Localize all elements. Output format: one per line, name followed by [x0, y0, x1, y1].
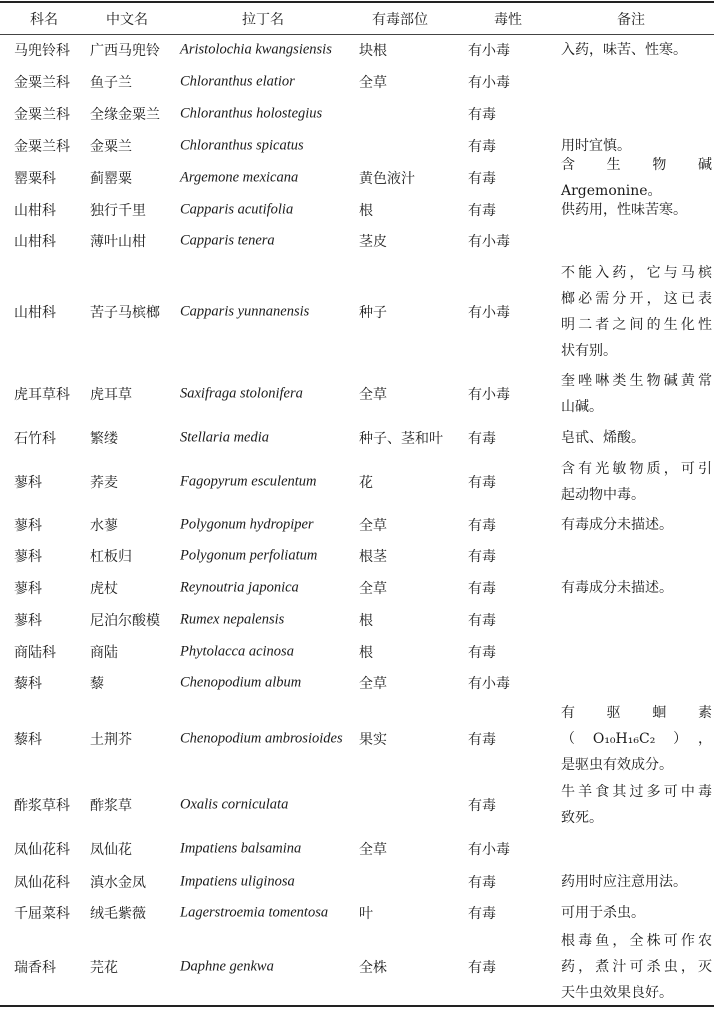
- chinese-name-cell: 滇水金凤: [90, 875, 146, 891]
- latin-name-cell: Chloranthus holostegius: [180, 105, 323, 122]
- table-row: [0, 928, 718, 1006]
- notes-line: 药用时应注意用法。: [561, 874, 687, 890]
- table-row: [0, 257, 718, 367]
- header-family: 科名: [30, 11, 58, 28]
- latin-name-cell: Lagerstroemia tomentosa: [180, 904, 329, 920]
- header-toxic-part: 有毒部位: [372, 11, 428, 28]
- notes-line: 状有别。: [561, 343, 617, 359]
- notes-line: 榔必需分开，这已表: [561, 291, 712, 307]
- header-toxicity: 毒性: [494, 11, 522, 28]
- notes-cell: [561, 260, 712, 364]
- family-cell: 瑞香科: [14, 960, 56, 976]
- notes-line: 致死。: [561, 810, 603, 826]
- notes-line: 含有光敏物质，可引: [561, 461, 712, 477]
- family-cell: 山柑科: [14, 305, 56, 321]
- latin-name-cell: Daphne genkwa: [180, 958, 274, 975]
- notes-line: 药，煮汁可杀虫，灭: [561, 959, 712, 975]
- family-cell: 千屈菜科: [14, 905, 70, 922]
- notes-cell: [561, 512, 712, 538]
- family-cell: 蓼科: [14, 517, 42, 534]
- toxicity-cell: 有小毒: [468, 305, 510, 321]
- notes-line: 奎唑啉类生物碱黄常: [561, 373, 712, 389]
- family-cell: 马兜铃科: [14, 43, 70, 59]
- family-cell: 凤仙花科: [14, 875, 70, 891]
- notes-cell: [561, 869, 712, 895]
- table-row: [0, 572, 718, 604]
- notes-line: 可用于杀虫。: [561, 904, 645, 921]
- toxic-part-cell: 果实: [359, 732, 387, 748]
- chinese-name-cell: 薄叶山柑: [90, 234, 146, 250]
- chinese-name-cell: 绒毛紫薇: [90, 905, 146, 922]
- toxic-part-cell: 种子: [359, 305, 387, 321]
- latin-name-cell: Polygonum perfoliatum: [180, 547, 318, 564]
- toxic-part-cell: 根茎: [359, 549, 387, 565]
- toxicity-cell: 有小毒: [468, 75, 510, 91]
- chinese-name-cell: 商陆: [90, 644, 118, 661]
- toxicity-cell: 有毒: [468, 431, 496, 447]
- toxicity-cell: 有小毒: [468, 387, 510, 403]
- notes-cell: [561, 700, 712, 778]
- notes-line: 牛羊食其过多可中毒: [561, 784, 712, 800]
- latin-name-cell: Argemone mexicana: [180, 169, 299, 186]
- toxic-part-cell: 花: [359, 475, 373, 491]
- toxicity-cell: 有毒: [468, 905, 496, 922]
- table-row: [0, 509, 718, 540]
- chinese-name-cell: 水蓼: [90, 517, 118, 534]
- chinese-name-cell: 尼泊尔酸模: [90, 613, 160, 629]
- table-row: [0, 897, 718, 928]
- toxicity-cell: 有毒: [468, 517, 496, 534]
- notes-cell: [561, 368, 712, 420]
- toxic-part-cell: 块根: [359, 43, 387, 59]
- latin-name-cell: Chloranthus spicatus: [180, 137, 304, 154]
- toxic-part-cell: 种子、茎和叶: [359, 431, 443, 447]
- toxic-part-cell: 根: [359, 202, 373, 219]
- toxicity-cell: 有毒: [468, 139, 496, 155]
- family-cell: 藜科: [14, 676, 42, 692]
- latin-name-cell: Capparis yunnanensis: [180, 303, 310, 320]
- family-cell: 商陆科: [14, 644, 56, 661]
- chinese-name-cell: 繁缕: [90, 431, 118, 447]
- latin-name-cell: Impatiens balsamina: [180, 840, 302, 857]
- family-cell: 罂粟科: [14, 171, 56, 187]
- chinese-name-cell: 鱼子兰: [90, 75, 132, 91]
- notes-line: 起动物中毒。: [561, 487, 645, 503]
- table-row: [0, 225, 718, 257]
- latin-name-cell: Phytolacca acinosa: [180, 643, 294, 659]
- table-row: [0, 831, 718, 867]
- toxic-part-cell: 全株: [359, 960, 387, 976]
- table-row: [0, 421, 718, 455]
- latin-name-cell: Capparis acutifolia: [180, 201, 294, 217]
- family-cell: 金粟兰科: [14, 75, 70, 91]
- notes-line: 供药用，性味苦寒。: [561, 201, 687, 218]
- toxic-part-cell: 全草: [359, 387, 387, 403]
- table-row: [0, 194, 718, 225]
- latin-name-cell: Oxalis corniculata: [180, 796, 289, 813]
- chinese-name-cell: 独行千里: [90, 202, 146, 219]
- family-cell: 蓼科: [14, 581, 42, 597]
- table-row: [0, 98, 718, 130]
- notes-line: 根毒鱼，全株可作农: [561, 933, 712, 949]
- chinese-name-cell: 虎耳草: [90, 387, 132, 403]
- table-row: [0, 367, 718, 421]
- latin-name-cell: Aristolochia kwangsiensis: [180, 41, 332, 58]
- toxic-part-cell: 全草: [359, 75, 387, 91]
- toxicity-cell: 有毒: [468, 475, 496, 491]
- toxic-part-cell: 茎皮: [359, 234, 387, 250]
- table-row: [0, 157, 718, 199]
- table-row: [0, 604, 718, 636]
- toxicity-cell: 有小毒: [468, 842, 510, 858]
- family-cell: 金粟兰科: [14, 139, 70, 155]
- latin-name-cell: Capparis tenera: [180, 232, 275, 249]
- latin-name-cell: Fagopyrum esculentum: [180, 473, 317, 490]
- table-row: [0, 34, 718, 66]
- family-cell: 凤仙花科: [14, 842, 70, 858]
- toxic-part-cell: 全草: [359, 581, 387, 597]
- chinese-name-cell: 广西马兜铃: [90, 43, 160, 59]
- toxic-part-cell: 根: [359, 613, 373, 629]
- chinese-name-cell: 蓟罂粟: [90, 171, 132, 187]
- notes-cell: [561, 900, 712, 926]
- chinese-name-cell: 虎杖: [90, 581, 118, 597]
- toxicity-cell: 有毒: [468, 171, 496, 187]
- toxic-part-cell: 全草: [359, 842, 387, 858]
- latin-name-cell: Chloranthus elatior: [180, 73, 295, 90]
- chinese-name-cell: 芫花: [90, 960, 118, 976]
- family-cell: 蓼科: [14, 475, 42, 491]
- chinese-name-cell: 藜: [90, 676, 104, 692]
- family-cell: 蓼科: [14, 613, 42, 629]
- toxicity-cell: 有小毒: [468, 676, 510, 692]
- chinese-name-cell: 金粟兰: [90, 139, 132, 155]
- header-notes: 备注: [617, 11, 645, 28]
- table-row: [0, 867, 718, 897]
- latin-name-cell: Impatiens uliginosa: [180, 873, 295, 890]
- notes-cell: [561, 575, 712, 601]
- header-chinese-name: 中文名: [106, 11, 148, 28]
- toxicity-cell: 有毒: [468, 549, 496, 565]
- notes-line: 含生物碱 Argemonine。: [561, 157, 712, 199]
- toxic-part-cell: 叶: [359, 905, 373, 922]
- chinese-name-cell: 土荆芥: [90, 732, 132, 748]
- family-cell: 藜科: [14, 732, 42, 748]
- family-cell: 蓼科: [14, 549, 42, 565]
- notes-line: 皂甙、烯酸。: [561, 430, 645, 446]
- family-cell: 虎耳草科: [14, 387, 70, 403]
- notes-line: 有毒成分未描述。: [561, 580, 673, 596]
- toxicity-cell: 有毒: [468, 732, 496, 748]
- table-row: [0, 636, 718, 667]
- toxic-part-cell: 黄色液汁: [359, 171, 415, 187]
- notes-cell: [561, 456, 712, 508]
- table-row: [0, 699, 718, 779]
- toxicity-cell: 有毒: [468, 613, 496, 629]
- notes-line: 明二者之间的生化性: [561, 317, 712, 333]
- notes-line: 天牛虫效果良好。: [561, 985, 673, 1001]
- chinese-name-cell: 苦子马槟榔: [90, 305, 160, 321]
- family-cell: 石竹科: [14, 431, 56, 447]
- family-cell: 金粟兰科: [14, 107, 70, 123]
- latin-name-cell: Polygonum hydropiper: [180, 516, 314, 532]
- chinese-name-cell: 酢浆草: [90, 798, 132, 814]
- toxicity-cell: 有毒: [468, 581, 496, 597]
- toxicity-cell: 有小毒: [468, 43, 510, 59]
- toxicity-cell: 有毒: [468, 644, 496, 661]
- toxic-part-cell: 全草: [359, 676, 387, 692]
- table-row: [0, 667, 718, 699]
- latin-name-cell: Chenopodium ambrosioides: [180, 730, 343, 747]
- notes-cell: [561, 197, 712, 223]
- latin-name-cell: Chenopodium album: [180, 674, 302, 691]
- family-cell: 山柑科: [14, 234, 56, 250]
- notes-line: 有毒成分未描述。: [561, 516, 673, 533]
- toxic-part-cell: 全草: [359, 517, 387, 534]
- table-row: [0, 779, 718, 831]
- notes-line: 山碱。: [561, 399, 603, 415]
- table-row: [0, 540, 718, 572]
- notes-line: 入药，味苦、性寒。: [561, 42, 687, 58]
- notes-line: 是驱虫有效成分。: [561, 757, 673, 773]
- chinese-name-cell: 荞麦: [90, 475, 118, 491]
- notes-cell: [561, 928, 712, 1006]
- notes-line: 有驱蛔素（O₁₀H₁₆C₂），: [561, 705, 712, 747]
- chinese-name-cell: 全缘金粟兰: [90, 107, 160, 123]
- header-latin-name: 拉丁名: [242, 11, 284, 28]
- notes-cell: [561, 779, 712, 831]
- notes-line: 用时宜慎。: [561, 138, 631, 154]
- toxicity-cell: 有毒: [468, 107, 496, 123]
- chinese-name-cell: 凤仙花: [90, 842, 132, 858]
- toxicity-cell: 有小毒: [468, 234, 510, 250]
- table-row: [0, 455, 718, 509]
- notes-line: 不能入药，它与马槟: [561, 265, 712, 281]
- table-body: [0, 34, 718, 1006]
- toxicity-cell: 有毒: [468, 798, 496, 814]
- toxic-part-cell: 根: [359, 644, 373, 661]
- toxicity-cell: 有毒: [468, 875, 496, 891]
- notes-cell: [561, 37, 712, 63]
- latin-name-cell: Stellaria media: [180, 429, 270, 446]
- family-cell: 酢浆草科: [14, 798, 70, 814]
- chinese-name-cell: 杠板归: [90, 549, 132, 565]
- latin-name-cell: Reynoutria japonica: [180, 579, 299, 596]
- latin-name-cell: Rumex nepalensis: [180, 611, 285, 628]
- toxicity-cell: 有毒: [468, 960, 496, 976]
- toxicity-cell: 有毒: [468, 202, 496, 219]
- toxic-plants-table: [0, 3, 718, 1006]
- table-row: [0, 66, 718, 98]
- table-header-row: [0, 3, 718, 34]
- notes-cell: [561, 425, 712, 451]
- latin-name-cell: Saxifraga stolonifera: [180, 385, 303, 402]
- family-cell: 山柑科: [14, 202, 56, 219]
